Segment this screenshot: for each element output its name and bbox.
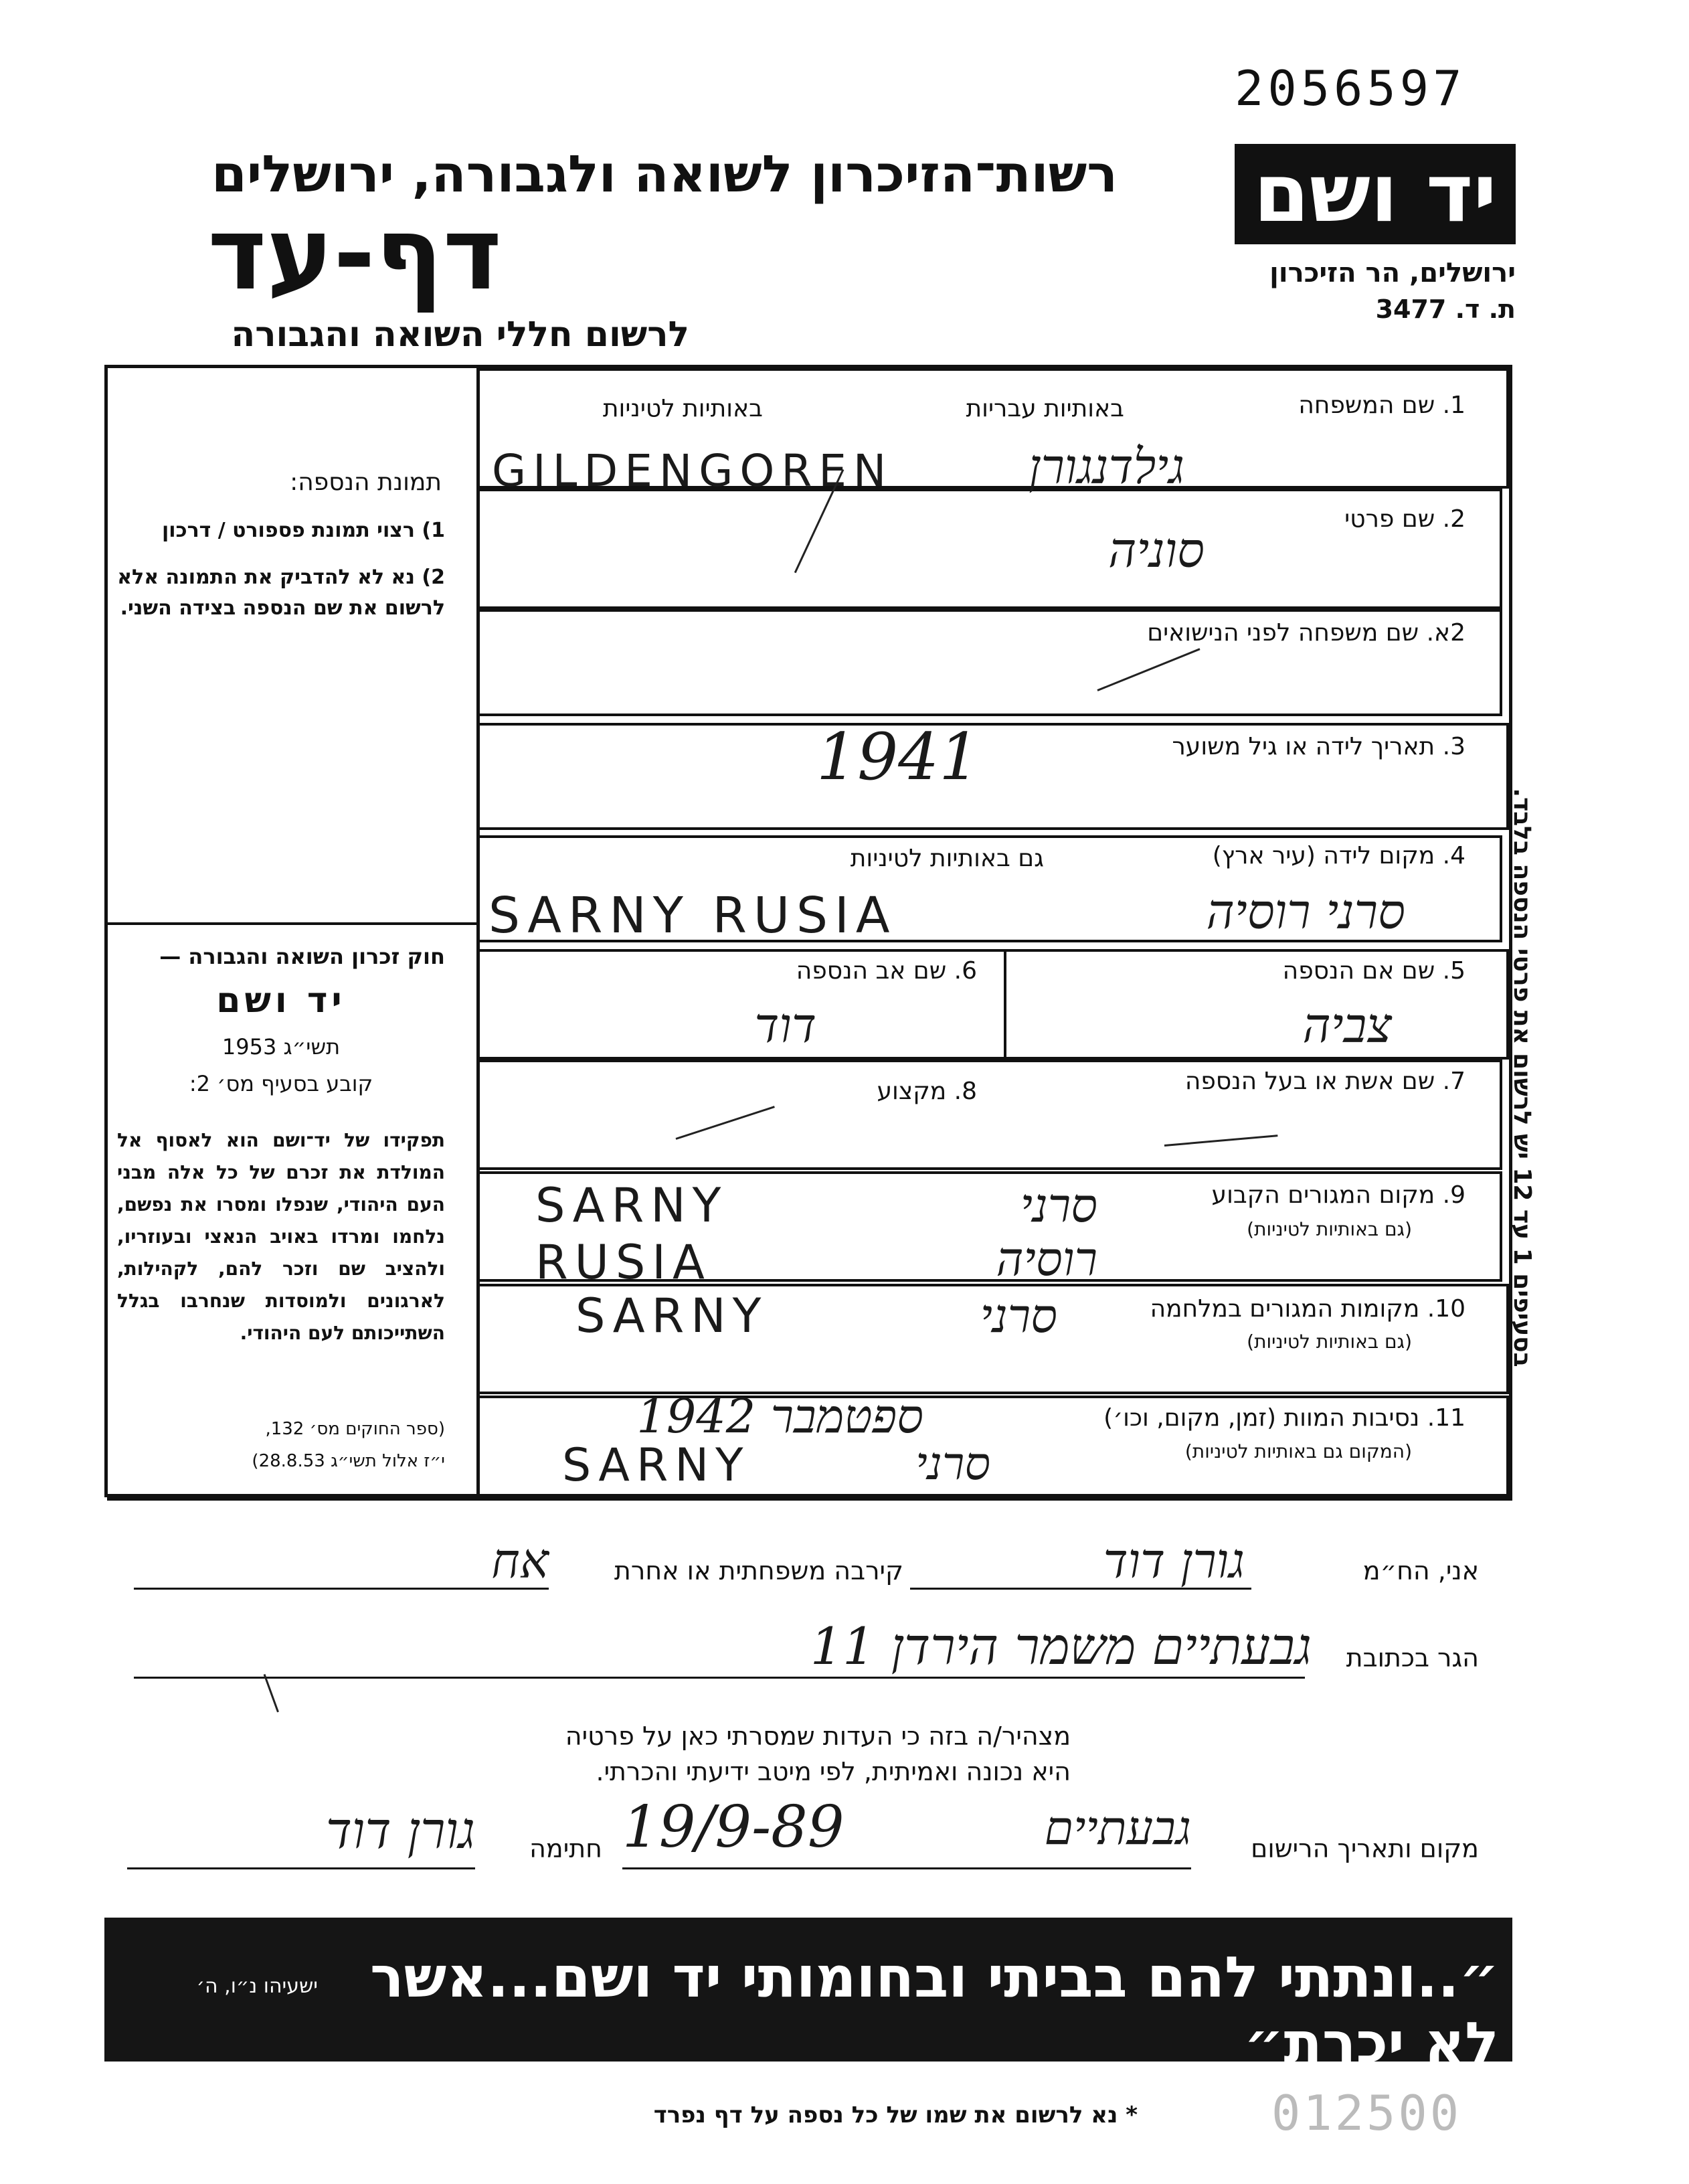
header-hebrew-letters: באותיות עבריות (966, 395, 1124, 422)
birth-date-value[interactable]: 1941 (816, 720, 980, 794)
law-reference-date: י״ז אלול תשי״ג 28.8.53) (252, 1451, 445, 1471)
address-value[interactable]: גבעתיים משמר הירדן 11 (810, 1616, 1312, 1676)
law-title: חוק זכרון השואה והגבורה — (159, 944, 445, 969)
first-name-value[interactable]: סוניה (1108, 522, 1205, 578)
label-mother-name: 5. שם אם הנספה (1282, 957, 1465, 985)
birth-place-latin-value[interactable]: SARNY RUSIA (488, 887, 897, 944)
family-name-hebrew-value[interactable]: גילדנגורן (1029, 438, 1184, 495)
photo-instruction-2: 2) נא לא להדביק את התמונה אלא לרשום את שם הנספה בצידה השני. (117, 566, 445, 620)
war-residence-latin-value[interactable]: SARNY (575, 1288, 768, 1343)
note-latin-letters: (גם באותיות לטיניות) (1247, 1218, 1412, 1240)
father-name-value[interactable]: דוד (754, 997, 816, 1054)
label-spouse-name: 7. שם אשת או בעל הנספה (1184, 1068, 1465, 1095)
registration-date-value[interactable]: 19/9-89 (622, 1794, 844, 1861)
war-residence-hebrew-value[interactable]: סרני (980, 1288, 1057, 1343)
side-instruction-note: בסעיפים 1 עד 12 יש לרשום את פרטי הנספה בלבד. (1508, 788, 1536, 1367)
family-name-latin-value[interactable]: GILDENGOREN (492, 445, 893, 497)
banner-quote: ״..ונתתי להם בביתי ובחומותי יד ושם...אשר לא יכרת״ (369, 1944, 1499, 2076)
label-address: הגר בכתובת (1346, 1643, 1479, 1673)
side-panel-divider (107, 922, 478, 925)
label-family-name: 1. שם המשפחה (1298, 392, 1465, 419)
label-maiden-name: 2א. שם משפחה לפני הנישואים (1147, 619, 1465, 647)
label-profession: 8. מקצוע (877, 1078, 977, 1105)
note-latin-letters-war: (גם באותיות לטיניות) (1247, 1331, 1412, 1353)
address-line (134, 1677, 1305, 1679)
law-text: תפקידו של יד־ושם הוא לאסוף אל המולדת את זכרם של כל אלה מבני העם היהודי, שנפלו ומסרו את נפשם, נלחמו ומרדו באויב הנאצי ובעוזריו, ולהציב שם וזכר להם, לקהילות, לארגונים ולמוסדות שנחרבו בגלל השתייכותם לעם היהודי. (117, 1129, 445, 1344)
death-place-hebrew-value[interactable]: סרני (915, 1438, 990, 1491)
label-place-date: מקום ותאריך הרישום (1251, 1834, 1479, 1863)
label-death-circumstances: 11. נסיבות המוות (זמן, מקום, וכו׳) (1103, 1404, 1465, 1432)
label-birth-date: 3. תאריך לידה או גיל משוער (1172, 733, 1465, 760)
label-signature: חתימה (529, 1834, 602, 1863)
label-permanent-residence: 9. מקום המגורים הקבוע (1211, 1181, 1465, 1209)
residence-latin-value[interactable]: SARNY (535, 1178, 728, 1233)
photo-instruction-1: 1) רצוי תמונת פספורט / דרכון (161, 519, 445, 542)
statement-line-1: מצהיר/ה בזה כי העדות שמסרתי כאן על פרטיה (565, 1721, 1071, 1751)
header-latin-letters: באותיות לטיניות (602, 395, 763, 422)
declarant-name-value[interactable]: גורן דוד (1103, 1533, 1245, 1589)
mother-name-value[interactable]: צביה (1302, 997, 1392, 1054)
yad-vashem-logo: יד ושם (1235, 144, 1516, 244)
page-subtitle: לרשום חללי השואה והגבורה (231, 315, 689, 355)
header-also-latin: גם באותיות לטיניות (850, 845, 1044, 872)
page-title: דף-עד (207, 196, 502, 313)
authority-name: רשות־הזיכרון לשואה ולגבורה, ירושלים (211, 144, 1118, 203)
label-father-name: 6. שם אב הנספה (796, 957, 977, 985)
law-clause: קובע בסעיף מס׳ 2: (189, 1071, 373, 1096)
residence-hebrew-value[interactable]: סרני (1020, 1178, 1097, 1233)
birth-place-hebrew-value[interactable]: סרני רוסיה (1206, 884, 1405, 940)
label-relation: קירבה משפחתית או אחרת (614, 1556, 903, 1586)
archive-stamp: 012500 (1271, 2085, 1462, 2141)
relation-value[interactable]: אח (491, 1533, 549, 1589)
banner-source: ישעיהו נ״ו, ה׳ (196, 1975, 318, 1998)
law-name: יד ושם (216, 981, 346, 1021)
place-date-line (622, 1867, 1191, 1869)
registration-place-value[interactable]: גבעתיים (1044, 1800, 1191, 1855)
parents-divider (1004, 949, 1006, 1060)
label-first-name: 2. שם פרטי (1344, 505, 1465, 533)
note-place-latin: (המקום גם באותיות לטיניות) (1184, 1440, 1412, 1462)
logo-po-box: ת. ד. 3477 (1375, 295, 1516, 324)
law-reference: (ספר החוקים מס׳ 132, (265, 1419, 445, 1439)
death-place-latin-value[interactable]: SARNY (562, 1439, 750, 1492)
residence-country-hebrew-value[interactable]: רוסיה (996, 1232, 1097, 1286)
death-date-value[interactable]: ספטמבר 1942 (636, 1389, 923, 1444)
law-year: תשי״ג 1953 (221, 1034, 341, 1060)
statement-line-2: היא נכונה ואמיתית, לפי מיטב ידיעתי והכרתי. (596, 1757, 1071, 1786)
logo-location: ירושלים, הר הזיכרון (1269, 258, 1516, 288)
footnote: * נא לרשום את שמו של כל נספה על דף נפרד (653, 2102, 1138, 2128)
label-war-residence: 10. מקומות המגורים במלחמה (1150, 1295, 1465, 1323)
document-number: 2056597 (1235, 60, 1466, 116)
signature-value[interactable]: גורן דוד (325, 1800, 475, 1860)
label-declarant: אני, הח״מ (1362, 1556, 1479, 1586)
photo-section-title: תמונת הנספה: (290, 469, 442, 496)
residence-country-latin-value[interactable]: RUSIA (535, 1235, 711, 1290)
address-mark (264, 1674, 279, 1712)
label-birth-place: 4. מקום לידה (עיר ארץ) (1212, 842, 1465, 869)
declaration-divider (107, 1497, 1512, 1501)
signature-line (127, 1867, 475, 1869)
